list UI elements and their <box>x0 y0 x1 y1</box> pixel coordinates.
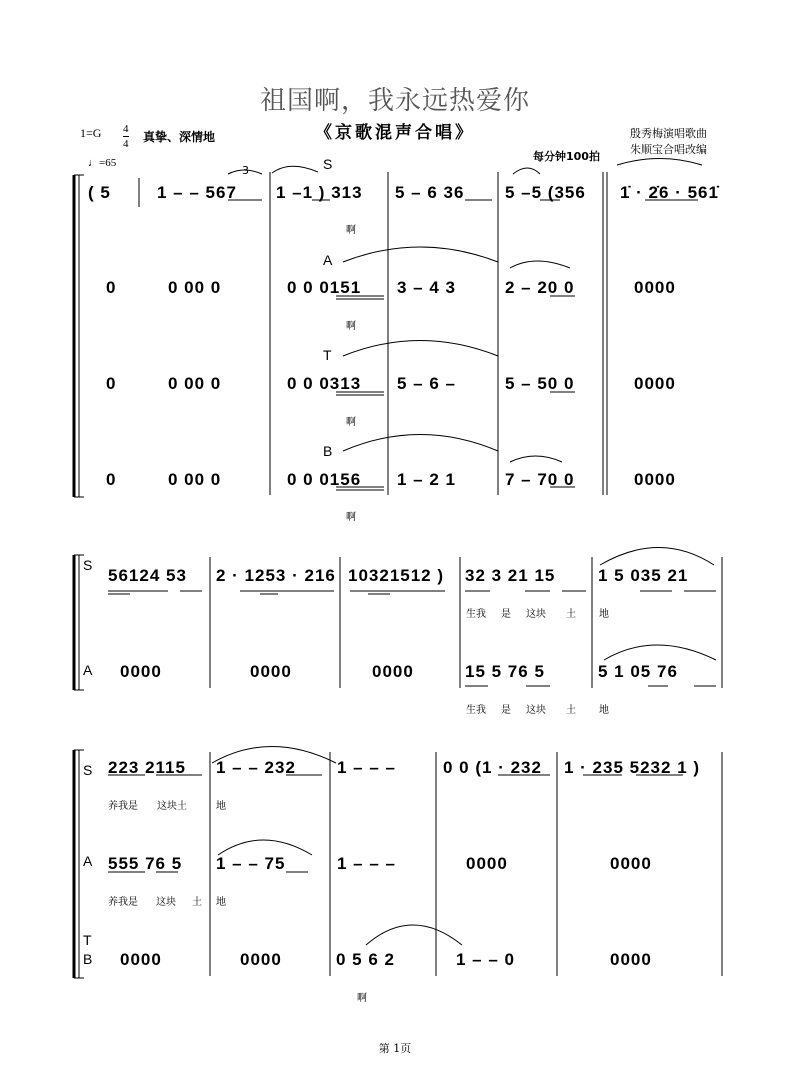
s2-soprano-m2: 2 · 1253 · 216 <box>216 566 336 585</box>
s1-tenor-m2: 0 00 0 <box>168 374 222 393</box>
s2-voice-label-soprano: S <box>83 557 93 573</box>
s2-alto-m3: 0000 <box>372 662 414 681</box>
s2-alto-lyric-1: 生我 <box>466 705 486 716</box>
s1-alto-m1: 0 <box>106 278 117 297</box>
s2-alto-m4: 15 5 76 5 <box>465 662 545 681</box>
s3-tb-m4: 1 – – 0 <box>456 950 515 969</box>
system1-slurs <box>228 159 702 463</box>
system1-barlines <box>139 172 607 495</box>
s2-alto-lyric-2: 是 <box>501 705 511 716</box>
s3-voice-label-alto: A <box>83 853 93 869</box>
s3-tb-m5: 0000 <box>610 950 652 969</box>
s1-soprano-m5: 5 –5 (356 <box>505 183 586 202</box>
voice-label-soprano: S <box>323 156 333 172</box>
s1-soprano-m1: ( 5 <box>88 183 111 202</box>
s1-alto-m4: 3 – 4 3 <box>397 278 456 297</box>
s3-alto-m1: 555 76 5 <box>108 854 183 873</box>
system2-slurs <box>600 548 716 661</box>
song-title: 祖国啊，我永远热爱你 <box>259 86 530 116</box>
s3-tb-m1: 0000 <box>120 950 162 969</box>
voice-label-alto: A <box>323 252 333 268</box>
s3-alto-lyric-3: 土 <box>192 897 202 908</box>
s2-soprano-m1: 56124 53 <box>108 566 187 585</box>
key-signature: 1=G <box>80 126 102 140</box>
s3-voice-label-soprano: S <box>83 762 93 778</box>
credit-arranger: 朱顺宝合唱改编 <box>630 143 707 156</box>
s1-alto-lyric: 啊 <box>346 321 356 332</box>
s1-soprano-m6: 1̇ · 2̇6 · 561̇ <box>620 183 719 202</box>
s1-tenor-m1: 0 <box>106 374 117 393</box>
s1-bass-m2: 0 00 0 <box>168 470 222 489</box>
s1-alto-m3: 0 0 0151 <box>287 278 362 297</box>
s2-soprano-m3: 10321512 ) <box>348 566 445 585</box>
s2-alto-lyric-5: 地 <box>599 705 609 716</box>
s1-alto-m6: 0000 <box>634 278 676 297</box>
time-signature-top: 4 <box>123 123 129 135</box>
s3-soprano-m5: 1 · 235 5232 1 ) <box>564 758 701 777</box>
s2-soprano-lyric-2: 是 <box>501 609 511 620</box>
s1-tenor-m4: 5 – 6 – <box>397 374 456 393</box>
credit-composer: 殷秀梅演唱歌曲 <box>630 127 707 140</box>
s2-soprano-lyric-5: 地 <box>599 609 609 620</box>
s3-voice-label-bass: B <box>83 951 93 967</box>
s3-alto-lyric-2: 这块 <box>156 897 176 908</box>
s3-soprano-m2: 1 – – 232 <box>216 758 296 777</box>
s1-tenor-m3: 0 0 0313 <box>287 374 362 393</box>
s1-soprano-m4: 5 – 6 36 <box>395 183 465 202</box>
s3-alto-m5: 0000 <box>610 854 652 873</box>
s3-tb-m3: 0 5 6 2 <box>336 950 395 969</box>
system1-brackets <box>74 175 84 497</box>
s3-alto-m2: 1 – – 75 <box>216 854 286 873</box>
s1-tenor-lyric: 啊 <box>346 417 356 428</box>
s1-soprano-m2: 1 – – 567 <box>157 183 237 202</box>
s3-soprano-lyric-2: 这块土 <box>157 801 187 812</box>
s1-tenor-m5: 5 – 50 0 <box>505 374 575 393</box>
s1-bass-m1: 0 <box>106 470 117 489</box>
s1-soprano-lyric: 啊 <box>346 225 356 236</box>
s3-alto-m4: 0000 <box>466 854 508 873</box>
s3-soprano-m4: 0 0 (1 · 232 <box>443 758 542 777</box>
s1-bass-m6: 0000 <box>634 470 676 489</box>
s2-soprano-lyric-4: 土 <box>566 609 576 620</box>
s1-bass-m4: 1 – 2 1 <box>397 470 456 489</box>
tempo-mark: ♩=65 <box>88 157 117 169</box>
s2-alto-lyric-4: 土 <box>566 705 576 716</box>
s1-tenor-m6: 0000 <box>634 374 676 393</box>
s1-bass-m3: 0 0 0156 <box>287 470 362 489</box>
s3-alto-m3: 1 – – – <box>337 854 396 873</box>
song-subtitle: 《京歌混声合唱》 <box>315 123 475 143</box>
s2-alto-m5: 5 1 05 76 <box>598 662 678 681</box>
s2-soprano-m4: 32 3 21 15 <box>465 566 556 585</box>
voice-label-tenor: T <box>323 347 332 363</box>
s2-alto-m1: 0000 <box>120 662 162 681</box>
s3-tb-lyric: 啊 <box>357 993 367 1004</box>
s3-tb-m2: 0000 <box>240 950 282 969</box>
s3-alto-lyric-1: 养我是 <box>108 897 138 908</box>
s3-soprano-lyric-1: 养我是 <box>108 801 138 812</box>
s3-soprano-lyric-3: 地 <box>216 801 226 812</box>
s3-soprano-m1: 223 2115 <box>108 758 186 777</box>
s2-alto-lyric-3: 这块 <box>526 705 546 716</box>
s1-bass-lyric: 啊 <box>346 512 356 523</box>
s1-bass-m5: 7 – 70 0 <box>505 470 575 489</box>
s2-soprano-m5: 1 5 035 21 <box>598 566 689 585</box>
expression-mark: 真挚、深情地 <box>143 130 216 144</box>
s3-voice-label-tenor: T <box>83 932 92 948</box>
time-signature-bottom: 4 <box>123 138 129 150</box>
s3-soprano-m3: 1 – – – <box>337 758 396 777</box>
s1-alto-m2: 0 00 0 <box>168 278 222 297</box>
s1-alto-m5: 2 – 20 0 <box>505 278 575 297</box>
voice-label-bass: B <box>323 443 333 459</box>
page-number: 第 1页 <box>378 1042 412 1055</box>
s1-triplet-mark: 3 <box>242 164 249 177</box>
tempo-text: 每分钟100拍 <box>533 150 600 163</box>
s1-soprano-m3: 1 –1 ) 313 <box>276 183 363 202</box>
s2-voice-label-alto: A <box>83 662 93 678</box>
s3-alto-lyric-4: 地 <box>216 897 226 908</box>
s2-alto-m2: 0000 <box>250 662 292 681</box>
s2-soprano-lyric-1: 生我 <box>466 609 486 620</box>
s2-soprano-lyric-3: 这块 <box>526 609 546 620</box>
